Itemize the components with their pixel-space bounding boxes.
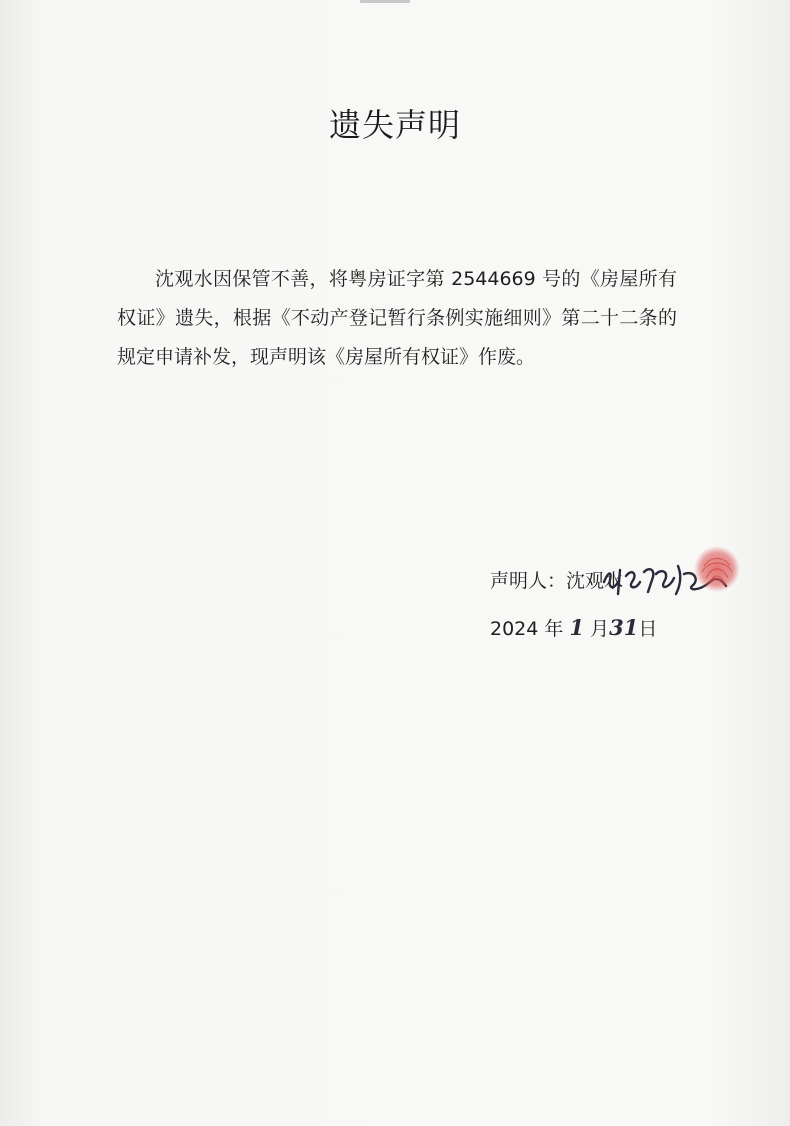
document-title: 遗失声明: [328, 106, 461, 144]
declarant-label: 声明人：沈观水: [490, 570, 624, 592]
date-day: 31: [609, 615, 639, 640]
declaration-body: 沈观水因保管不善，将粤房证字第 2544669 号的《房屋所有权证》遗失，根据《不动产登记暂行条例实施细则》第二十二条的规定申请补发，现声明该《房屋所有权证》作废。: [117, 268, 677, 368]
date-month-unit: 月: [590, 618, 610, 640]
date-month: 1: [569, 615, 585, 640]
date-year: 2024: [490, 618, 539, 640]
declarant-line: [490, 566, 770, 596]
date-line: [490, 613, 770, 643]
paper-edge-mark: [360, 0, 410, 3]
date-day-unit: 日: [638, 618, 658, 640]
signature-block: [490, 566, 770, 643]
date-year-unit: 年: [544, 618, 564, 640]
fingerprint-seal: [692, 544, 742, 594]
